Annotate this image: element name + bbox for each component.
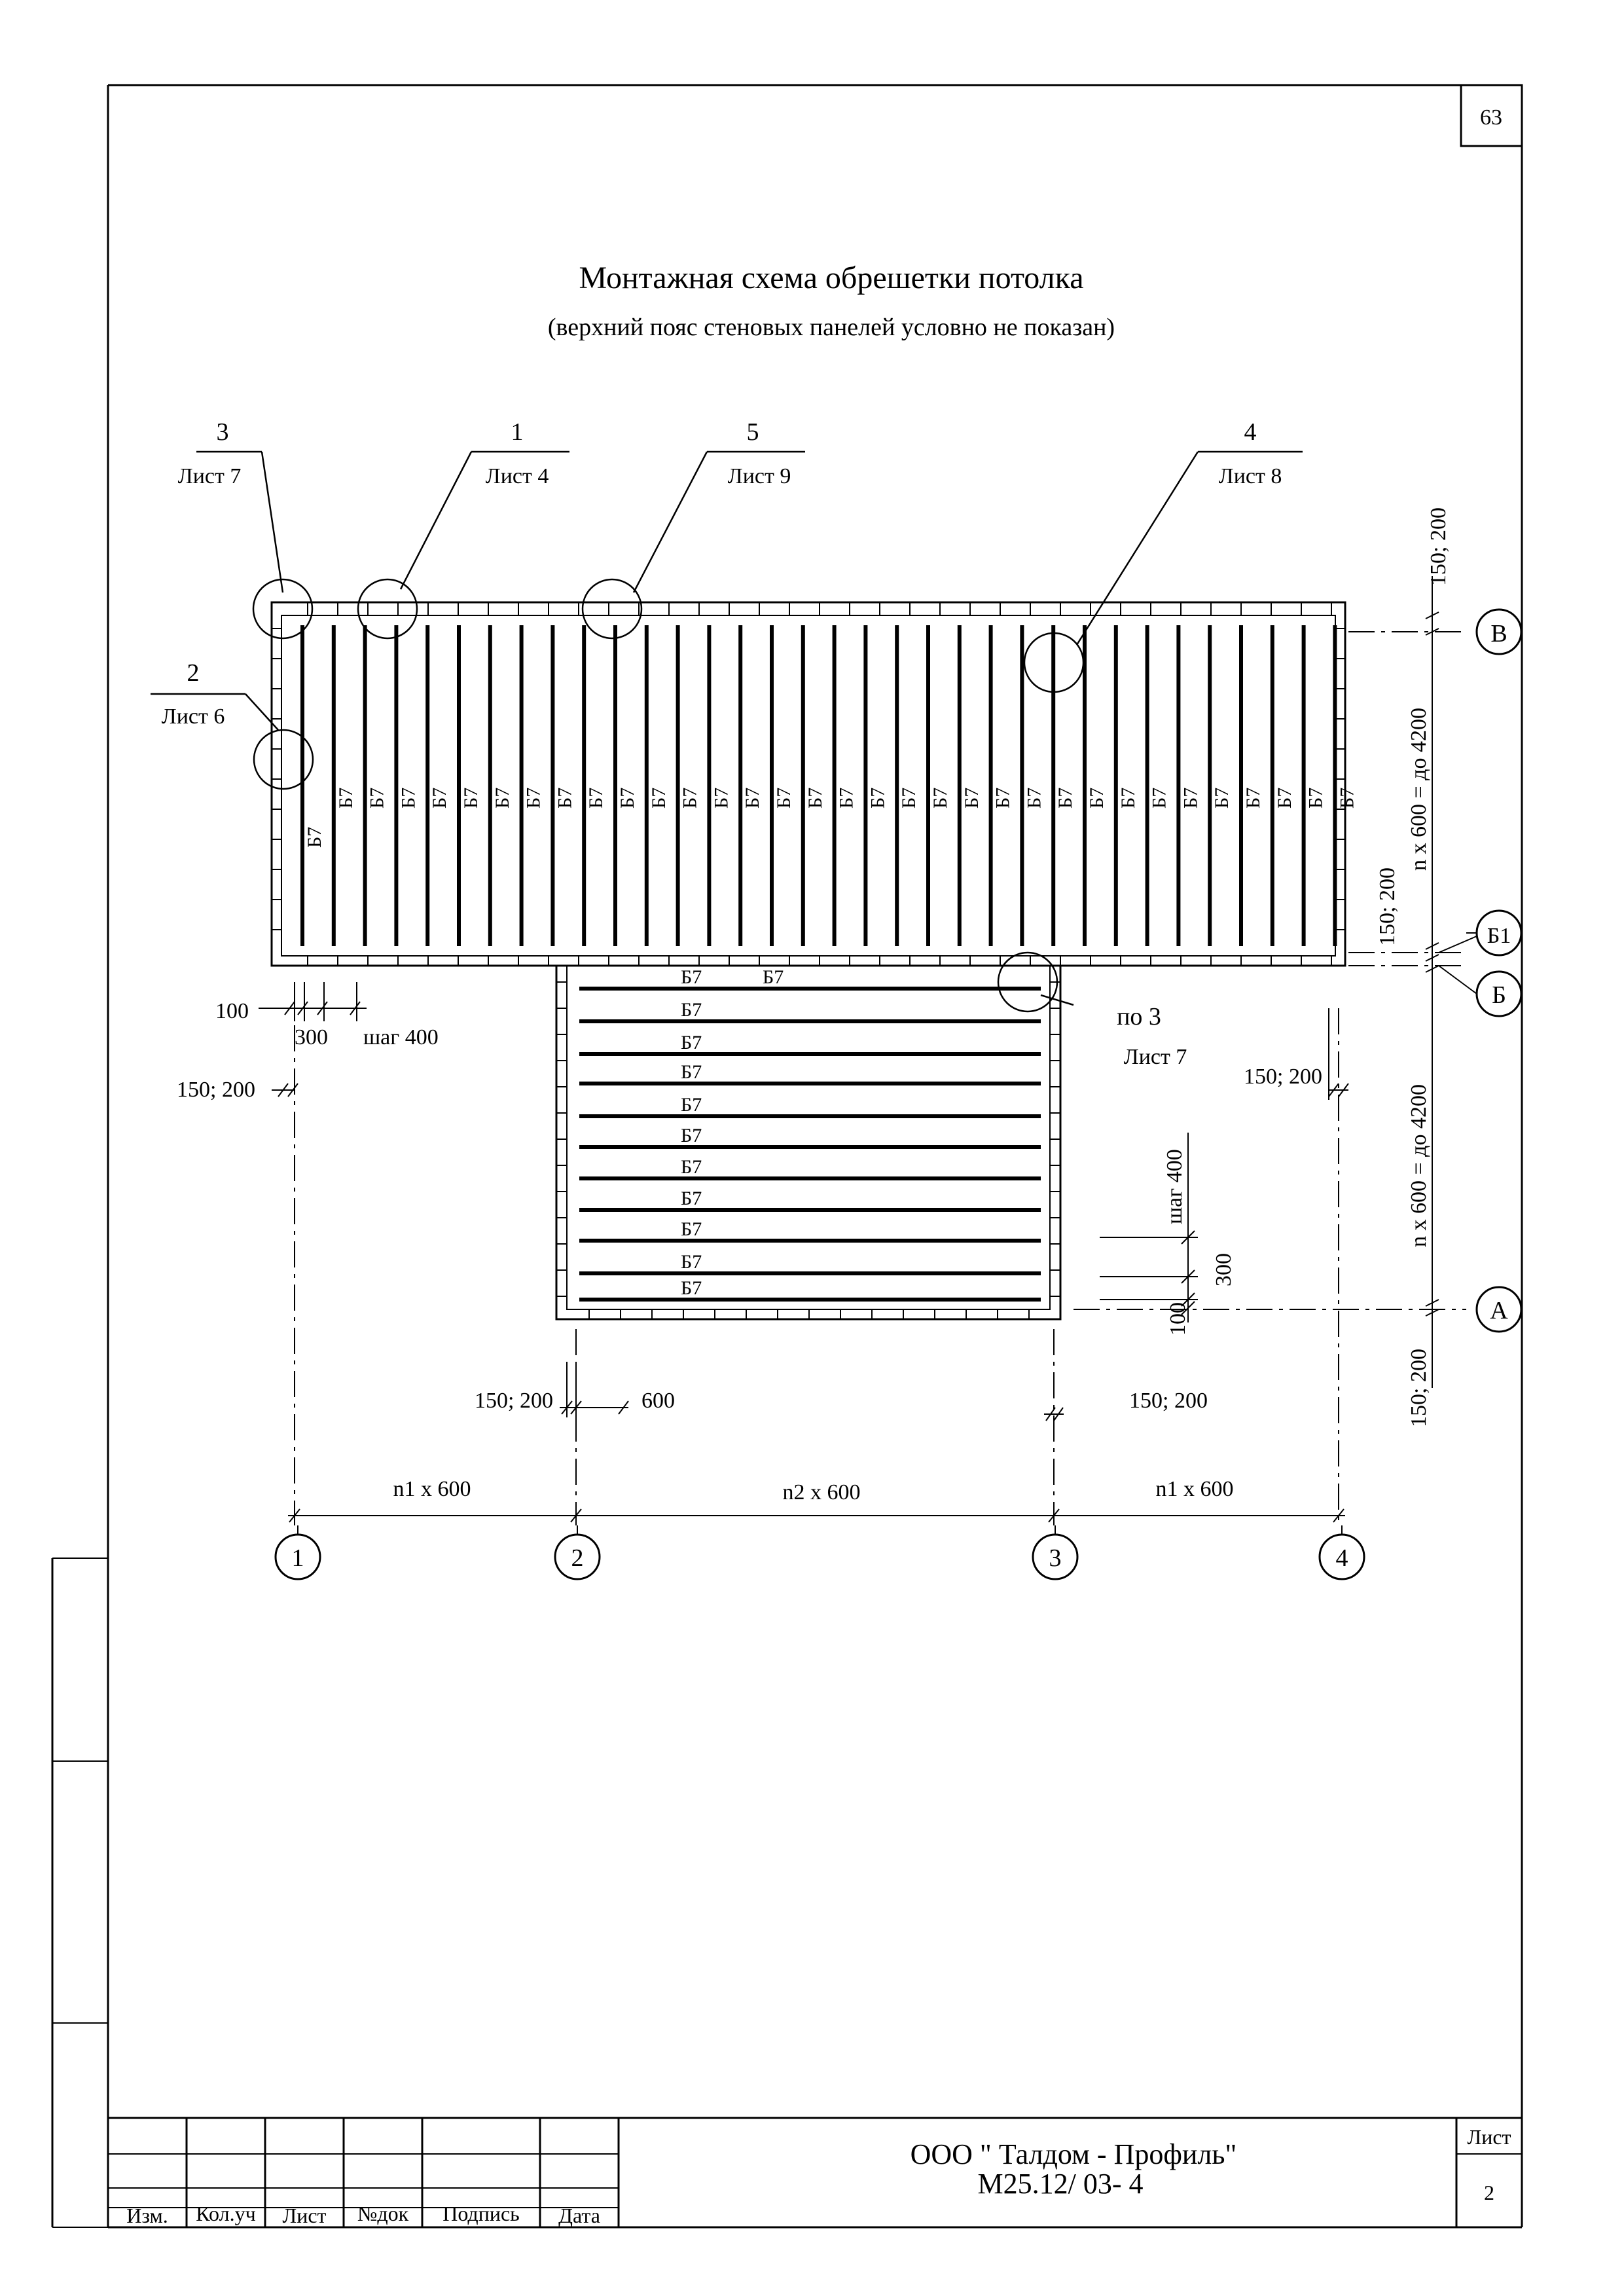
dim-span-3-4: n1 x 600 (1155, 1477, 1234, 1501)
lower-batten-label: Б7 (681, 966, 702, 988)
dim-lower-100: 100 (1166, 1302, 1190, 1336)
upper-batten-label: Б7 (992, 787, 1014, 809)
callout-5-num: 5 (746, 418, 759, 446)
dim-left-step: шаг 400 (363, 1025, 439, 1049)
drawing-subtitle: (верхний пояс стеновых панелей условно не показан) (547, 314, 1115, 341)
upper-batten-label: Б7 (1148, 787, 1170, 809)
upper-batten-label: Б7 (397, 787, 420, 809)
upper-batten-label: Б7 (710, 787, 732, 809)
upper-batten-label: Б7 (366, 787, 388, 809)
dim-left-300: 300 (295, 1025, 328, 1049)
upper-batten-label: Б7 (1305, 787, 1327, 809)
dim-span-1-2: n1 x 600 (393, 1477, 471, 1501)
page-number-box (1461, 85, 1522, 146)
axis-row-A: А (1490, 1297, 1508, 1324)
upper-batten-label: Б7 (679, 787, 701, 809)
upper-block (272, 602, 1345, 966)
tb-header-data: Дата (558, 2204, 600, 2227)
dim-bottom-150-left: 150; 200 (475, 1389, 553, 1413)
upper-batten-label: Б7 (804, 787, 826, 809)
dim-span-2-3: n2 x 600 (782, 1480, 861, 1504)
upper-batten-label: Б7 (304, 826, 325, 848)
upper-batten-label: Б7 (773, 787, 795, 809)
drawing-title: Монтажная схема обрешетки потолка (579, 261, 1084, 295)
lower-battens (579, 966, 1041, 1300)
upper-batten-label: Б7 (554, 787, 576, 809)
upper-batten-label: Б7 (1180, 787, 1202, 809)
tb-sheet-num: 2 (1484, 2181, 1494, 2204)
dim-bottom-600: 600 (641, 1389, 675, 1413)
page-number: 63 (1480, 105, 1502, 130)
tb-doc-code: М25.12/ 03- 4 (977, 2168, 1144, 2200)
upper-batten-label: Б7 (1117, 787, 1139, 809)
axis-row-V: В (1490, 620, 1507, 647)
callout-1-num: 1 (511, 418, 524, 446)
dim-top-right: 150; 200 (1426, 507, 1451, 586)
dim-bottom-right: 150; 200 (1407, 1349, 1431, 1427)
lower-batten-label: Б7 (763, 966, 784, 988)
axis-row-B: Б (1492, 981, 1506, 1009)
upper-batten-label: Б7 (867, 787, 889, 809)
callout-4-sheet: Лист 8 (1218, 464, 1282, 488)
axis-row-B1: Б1 (1487, 924, 1511, 948)
upper-batten-label: Б7 (835, 787, 857, 809)
callout-4-num: 4 (1244, 418, 1257, 446)
tb-header-list: Лист (282, 2204, 327, 2227)
upper-batten-label: Б7 (1242, 787, 1264, 809)
dim-lower-300: 300 (1212, 1253, 1236, 1286)
tb-header-kol: Кол.уч (196, 2202, 256, 2225)
dim-mid-right: 150; 200 (1375, 867, 1399, 946)
callout-5-sheet: Лист 9 (727, 464, 791, 488)
callout-p3-num: по 3 (1117, 1003, 1161, 1030)
upper-batten-label: Б7 (617, 787, 638, 809)
upper-batten-label: Б7 (960, 787, 983, 809)
upper-battens (302, 625, 1358, 946)
lower-batten-label: Б7 (681, 999, 702, 1021)
dim-right-upper-span: n x 600 = до 4200 (1407, 708, 1431, 871)
lower-batten-label: Б7 (681, 1156, 702, 1178)
axis-col-2: 2 (571, 1544, 584, 1572)
upper-batten-label: Б7 (429, 787, 451, 809)
callout-3-sheet: Лист 7 (177, 464, 242, 488)
dim-left-150: 150; 200 (177, 1078, 255, 1102)
upper-batten-label: Б7 (334, 787, 357, 809)
dim-right-150: 150; 200 (1244, 1065, 1322, 1089)
callout-2-num: 2 (187, 659, 200, 687)
tb-header-podpis: Подпись (442, 2202, 520, 2225)
callout-2-sheet: Лист 6 (161, 704, 225, 729)
tb-header-ndok: №док (357, 2202, 409, 2225)
upper-batten-label: Б7 (742, 787, 764, 809)
upper-batten-label: Б7 (898, 787, 920, 809)
lower-batten-label: Б7 (681, 1188, 702, 1209)
lower-batten-label: Б7 (681, 1251, 702, 1273)
lower-batten-label: Б7 (681, 1061, 702, 1083)
axis-col-1: 1 (291, 1544, 304, 1572)
tb-company: ООО " Талдом - Профиль" (910, 2138, 1237, 2170)
dim-right-lower-span: n x 600 = до 4200 (1407, 1084, 1431, 1247)
lower-block (556, 966, 1060, 1319)
upper-batten-label: Б7 (460, 787, 482, 809)
lower-batten-label: Б7 (681, 1125, 702, 1146)
dim-lower-step: шаг 400 (1163, 1149, 1187, 1224)
upper-batten-label: Б7 (929, 787, 951, 809)
upper-batten-label: Б7 (491, 787, 513, 809)
callout-3-num: 3 (216, 418, 229, 446)
sheet-frame (52, 85, 1522, 2227)
lower-batten-label: Б7 (681, 1277, 702, 1299)
upper-batten-label: Б7 (1055, 787, 1077, 809)
upper-batten-label: Б7 (1086, 787, 1108, 809)
upper-batten-label: Б7 (647, 787, 670, 809)
callout-leaders (151, 452, 1303, 1011)
axis-col-3: 3 (1049, 1544, 1062, 1572)
upper-batten-label: Б7 (1273, 787, 1295, 809)
axis-col-4: 4 (1335, 1544, 1348, 1572)
callout-p3-sheet: Лист 7 (1123, 1045, 1187, 1069)
upper-batten-label: Б7 (522, 787, 545, 809)
lower-batten-label: Б7 (681, 1032, 702, 1053)
callout-1-sheet: Лист 4 (485, 464, 549, 488)
dim-bottom-150-right: 150; 200 (1129, 1389, 1208, 1413)
dim-left-100: 100 (215, 999, 249, 1023)
tb-header-izm: Изм. (126, 2204, 168, 2227)
upper-batten-label: Б7 (1336, 787, 1358, 809)
upper-batten-label: Б7 (1023, 787, 1045, 809)
upper-batten-label: Б7 (1211, 787, 1233, 809)
upper-batten-label: Б7 (585, 787, 607, 809)
lower-batten-label: Б7 (681, 1094, 702, 1116)
tb-sheet-label: Лист (1467, 2125, 1511, 2149)
lower-batten-label: Б7 (681, 1218, 702, 1240)
